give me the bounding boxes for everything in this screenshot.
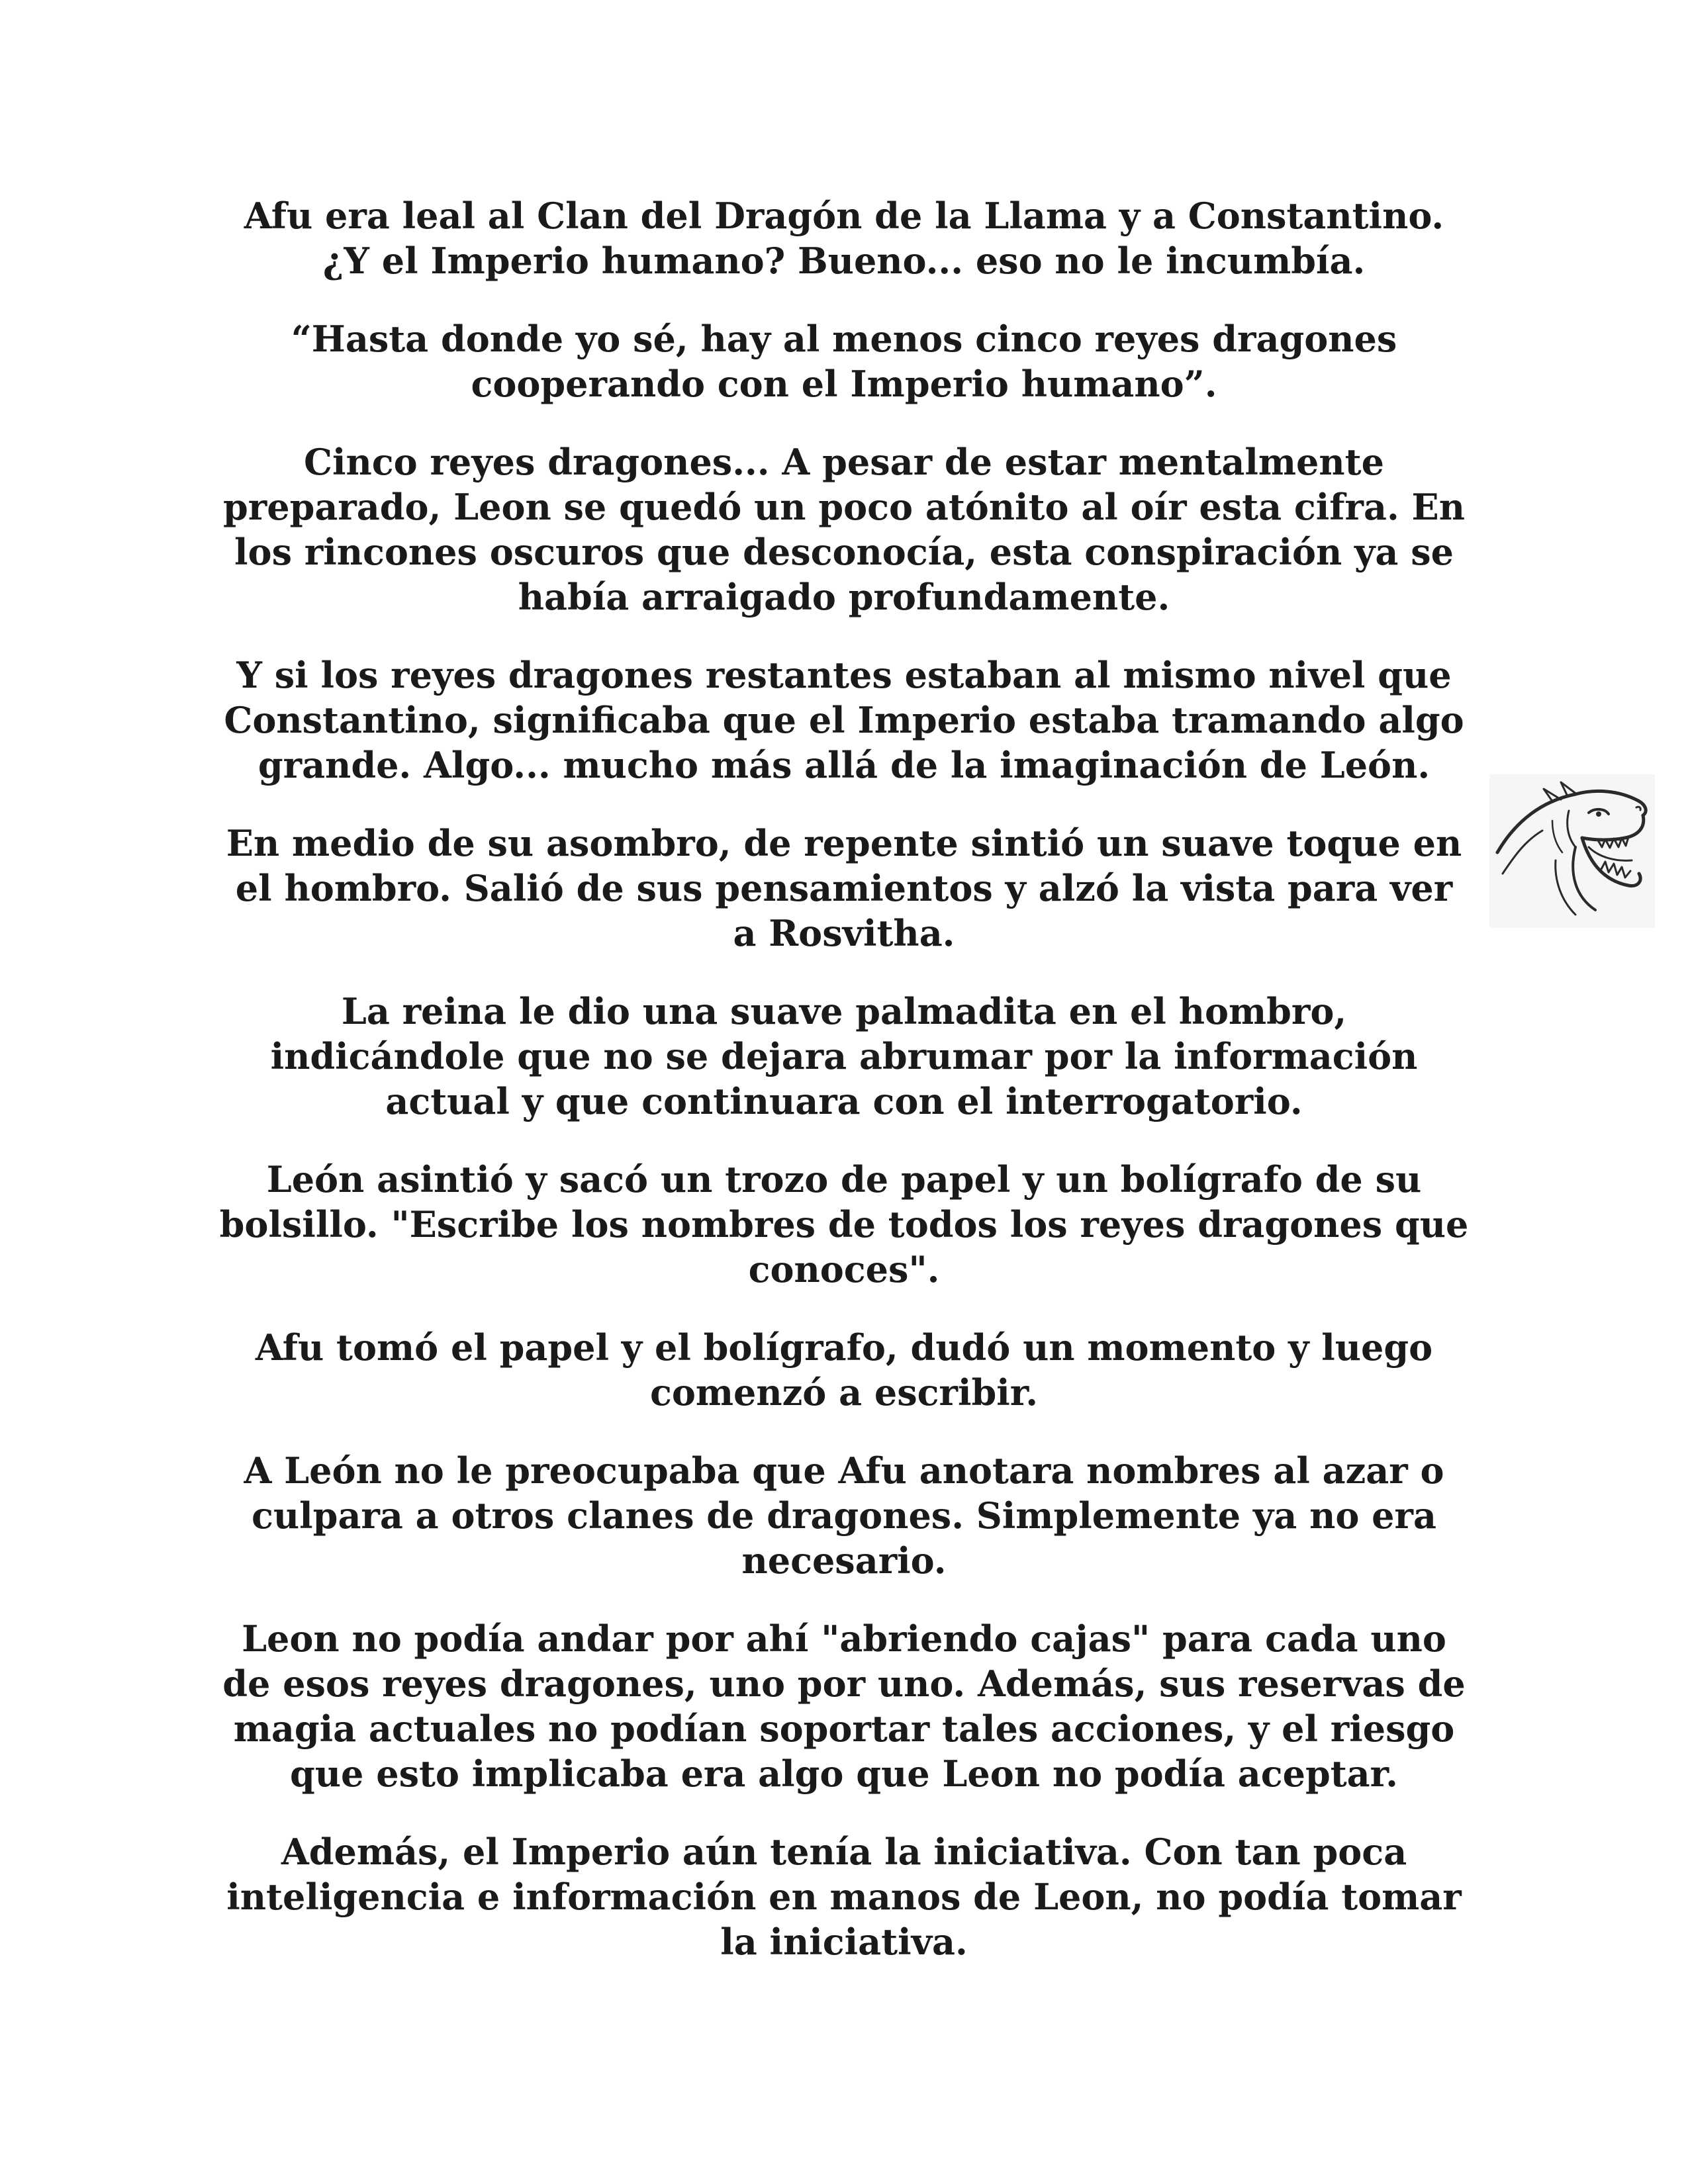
paragraph-3: Cinco reyes dragones... A pesar de estar mentalmente preparado, Leon se quedó un poco atónito al oír esta cifra. En los rincones oscuros que desconocía, esta conspiración ya se había arraigado profundamente. <box>223 441 1465 618</box>
body-text <box>218 193 1470 1997</box>
paragraph-4: Y si los reyes dragones restantes estaban al mismo nivel que Constantino, significaba que el Imperio estaba tramando algo grande. Algo... mucho más allá de la imaginación de León. <box>224 654 1464 786</box>
dragon-head-sketch-icon <box>1489 774 1655 928</box>
paragraph-7: León asintió y sacó un trozo de papel y un bolígrafo de su bolsillo. "Escribe los nombres de todos los reyes dragones que conoces". <box>219 1158 1469 1291</box>
paragraph-9: A León no le preocupaba que Afu anotara nombres al azar o culpara a otros clanes de dragones. Simplemente ya no era necesario. <box>244 1449 1444 1582</box>
paragraph-8: Afu tomó el papel y el bolígrafo, dudó un momento y luego comenzó a escribir. <box>255 1326 1433 1414</box>
paragraph-11: Además, el Imperio aún tenía la iniciativa. Con tan poca inteligencia e información en manos de Leon, no podía tomar la iniciativa. <box>226 1831 1462 1963</box>
paragraph-5: En medio de su asombro, de repente sintió un suave toque en el hombro. Salió de sus pensamientos y alzó la vista para ver a Rosvitha. <box>226 822 1462 954</box>
paragraph-2: “Hasta donde yo sé, hay al menos cinco reyes dragones cooperando con el Imperio humano”. <box>291 318 1397 405</box>
paragraph-10: Leon no podía andar por ahí "abriendo cajas" para cada uno de esos reyes dragones, uno por uno. Además, sus reservas de magia actuales no podían soportar tales acciones, y el riesgo que esto implicaba era algo que Leon no podía aceptar. <box>222 1617 1466 1795</box>
paragraph-1: Afu era leal al Clan del Dragón de la Llama y a Constantino. ¿Y el Imperio humano? Bueno... eso no le incumbía. <box>244 195 1444 282</box>
paragraph-6: La reina le dio una suave palmadita en el hombro, indicándole que no se dejara abrumar por la información actual y que continuara con el interrogatorio. <box>270 990 1418 1122</box>
